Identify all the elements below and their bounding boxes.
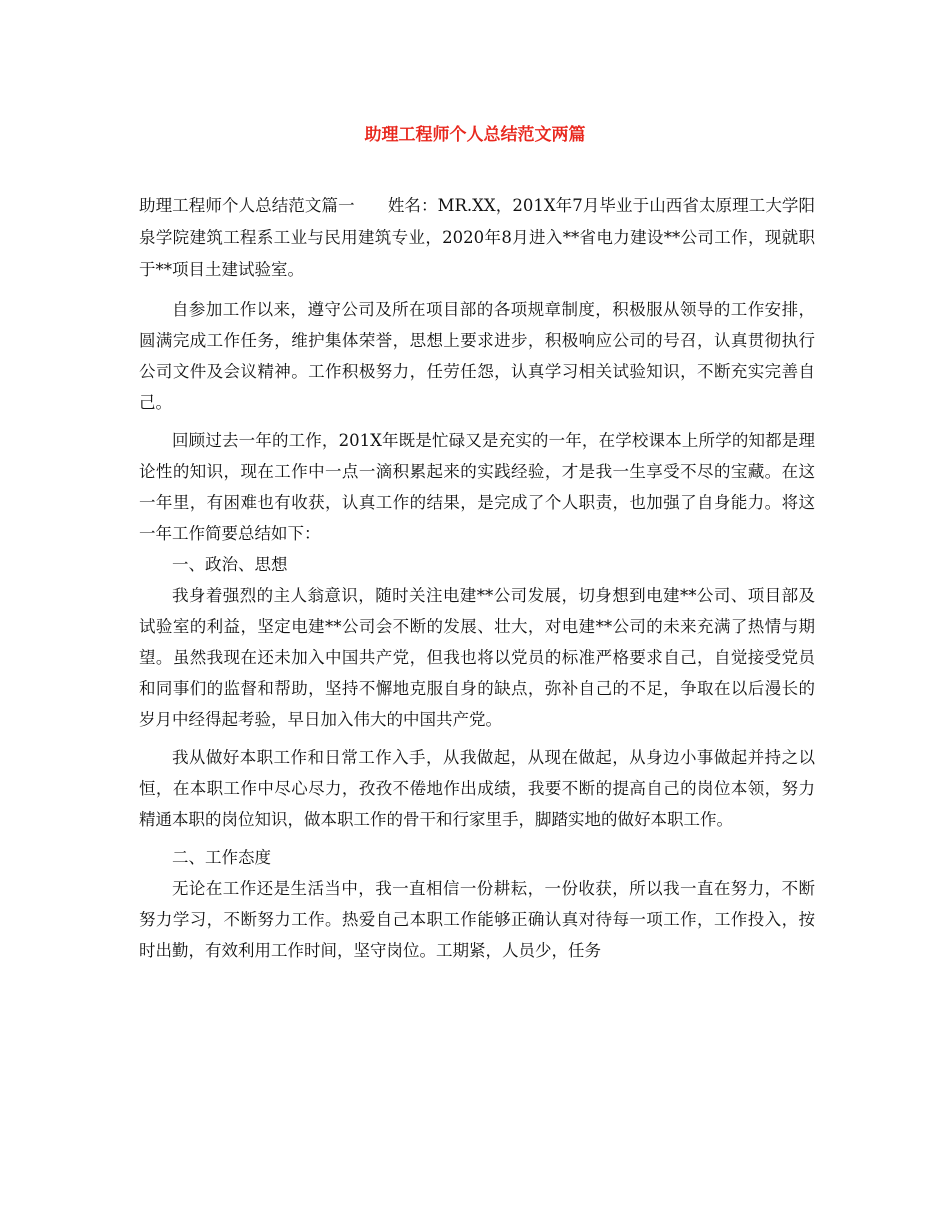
document-title: 助理工程师个人总结范文两篇 xyxy=(364,125,586,145)
paragraph: 回顾过去一年的工作，201X年既是忙碌又是充实的一年，在学校课本上所学的知都是理论性的知识，现在工作中一点一滴积累起来的实践经验，才是我一生享受不尽的宝藏。在这一年里，有困难也有收获，认真工作的结果，是完成了个人职责，也加强了自身能力。将这一年工作简要总结如下： xyxy=(139,431,815,543)
paragraph-intro: 助理工程师个人总结范文篇一 姓名：MR.XX，201X年7月毕业于山西省太原理工大学阳泉学院建筑工程系工业与民用建筑专业，2020年8月进入**省电力建设**公司工作，现就职于**项目土建试验室。 xyxy=(139,196,815,279)
paragraph: 我从做好本职工作和日常工作入手，从我做起，从现在做起，从身边小事做起并持之以恒，在本职工作中尽心尽力，孜孜不倦地作出成绩，我要不断的提高自己的岗位本领，努力精通本职的岗位知识，做本职工作的骨干和行家里手，脚踏实地的做好本职工作。 xyxy=(139,748,815,829)
section-heading: 一、政治、思想 xyxy=(172,555,288,574)
document-body xyxy=(139,190,815,966)
section-heading: 二、工作态度 xyxy=(172,848,271,867)
paragraph: 我身着强烈的主人翁意识，随时关注电建**公司发展，切身想到电建**公司、项目部及试验室的利益，坚定电建**公司会不断的发展、壮大，对电建**公司的未来充满了热情与期望。虽然我现在还未加入中国共产党，但我也将以党员的标准严格要求自己，自觉接受党员和同事们的监督和帮助，坚持不懈地克服自身的缺点，弥补自己的不足，争取在以后漫长的岁月中经得起考验，早日加入伟大的中国共产党。 xyxy=(139,586,815,729)
paragraph: 自参加工作以来，遵守公司及所在项目部的各项规章制度，积极服从领导的工作安排，圆满完成工作任务，维护集体荣誉，思想上要求进步，积极响应公司的号召，认真贯彻执行公司文件及会议精神。工作积极努力，任劳任怨，认真学习相关试验知识，不断充实完善自己。 xyxy=(139,300,815,412)
paragraph: 无论在工作还是生活当中，我一直相信一份耕耘，一份收获，所以我一直在努力，不断努力学习，不断努力工作。热爱自己本职工作能够正确认真对待每一项工作，工作投入，按时出勤，有效利用工作时间，坚守岗位。工期紧，人员少，任务 xyxy=(139,879,815,960)
